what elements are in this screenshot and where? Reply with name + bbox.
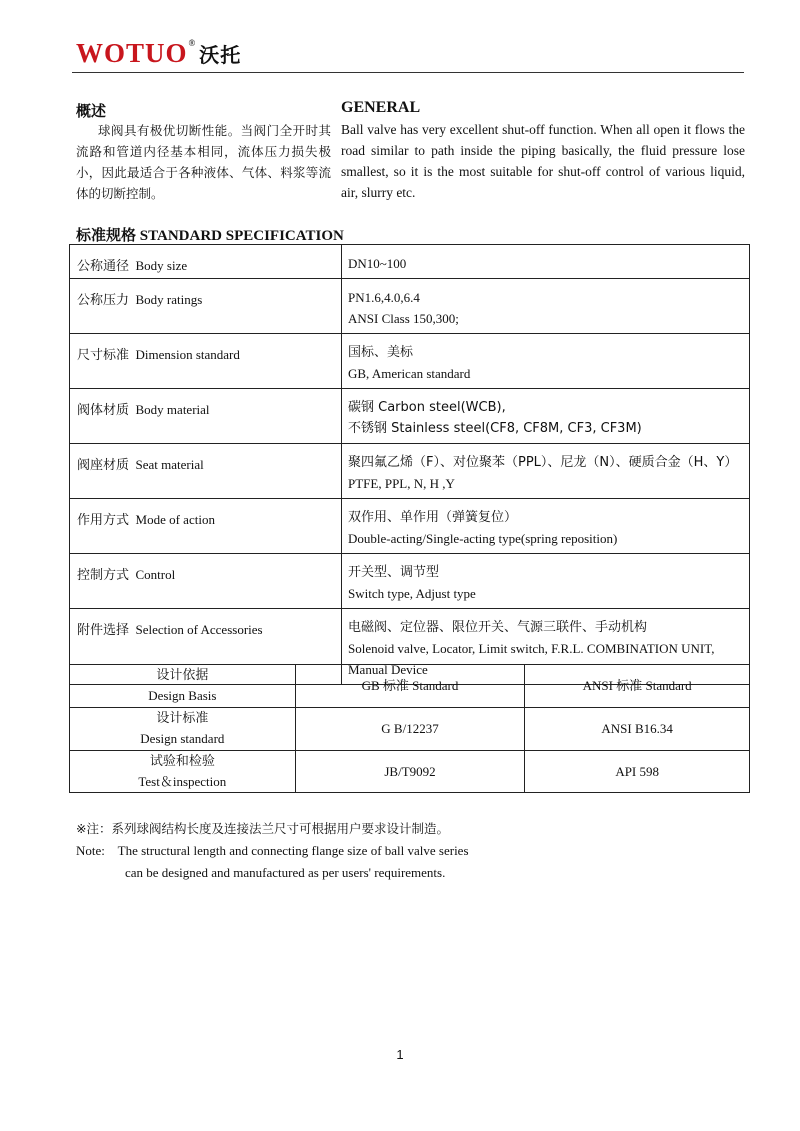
spec-row: [70, 554, 750, 609]
spec-value-line: GB, American standard: [348, 366, 471, 381]
spec-label-cn: 附件选择: [77, 623, 130, 638]
brand-name: WOTUO: [76, 38, 188, 68]
spec-title: [76, 224, 344, 245]
page-number: 1: [396, 1047, 404, 1062]
spec-value-line: PTFE, PPL, N, H ,Y: [348, 476, 455, 491]
spec-row: [70, 499, 750, 554]
general-body-en: Ball valve has very excellent shut-off function. When all open it flows the road similar to path inside the piping basically, the fluid pressure lose smallest, so it is the most suitable for shut-off control of various liquid, air, slurry etc.: [341, 122, 745, 200]
spec-value-line: PN1.6,4.0,6.4: [348, 290, 420, 305]
footnote-cn: ※注：系列球阀结构长度及连接法兰尺寸可根据用户要求设计制造。: [76, 821, 449, 836]
spec-row: [70, 389, 750, 444]
spec-label-en: Body size: [135, 258, 188, 273]
spec-value-line: Manual Device: [348, 662, 428, 677]
general-title-cn: 概述: [76, 102, 107, 120]
spec-value: [342, 279, 750, 334]
basis-label-en: Test＆inspection: [138, 773, 227, 789]
basis-label-en: Design Basis: [148, 688, 217, 703]
spec-label-cn: 控制方式: [77, 568, 130, 583]
spec-value-line: 双作用、单作用（弹簧复位）: [348, 510, 518, 525]
spec-value-line: Solenoid valve, Locator, Limit switch, F.R.L. COMBINATION UNIT,: [348, 641, 715, 656]
spec-label: [70, 554, 342, 609]
footnote-en-line2: can be designed and manufactured as per users' requirements.: [125, 865, 446, 880]
spec-value-line: 国标、美标: [348, 345, 414, 360]
basis-label-cn: 设计标准: [156, 711, 209, 726]
spec-value: [342, 499, 750, 554]
spec-label-en: Body material: [135, 402, 210, 417]
basis-gb-value: JB/T9092: [295, 751, 525, 793]
basis-gb-value: G B/12237: [295, 708, 525, 751]
spec-value-line: Double-acting/Single-acting type(spring reposition): [348, 531, 618, 546]
spec-value-line: Switch type, Adjust type: [348, 586, 476, 601]
spec-row: [70, 334, 750, 389]
basis-ansi-value: ANSI B16.34: [525, 708, 750, 751]
spec-row: [70, 245, 750, 279]
spec-value-line: DN10~100: [348, 256, 407, 271]
design-basis-table: [69, 664, 750, 793]
basis-label: [70, 708, 296, 751]
spec-label-cn: 阀座材质: [77, 458, 130, 473]
basis-row: [70, 665, 750, 708]
spec-label: [70, 444, 342, 499]
spec-row: [70, 444, 750, 499]
spec-label: [70, 245, 342, 279]
spec-label: [70, 279, 342, 334]
spec-value-line: ANSI Class 150,300;: [348, 311, 459, 326]
spec-label-en: Selection of Accessories: [135, 622, 263, 637]
spec-label-cn: 阀体材质: [77, 403, 130, 418]
spec-row: [70, 279, 750, 334]
basis-label-en: Design standard: [140, 731, 225, 746]
spec-label-cn: 公称压力: [77, 293, 130, 308]
spec-value-line: 开关型、调节型: [348, 565, 440, 580]
spec-title-en: STANDARD SPECIFICATION: [139, 228, 344, 244]
spec-label: [70, 499, 342, 554]
basis-label-cn: 设计依据: [156, 668, 209, 683]
basis-ansi-value: API 598: [525, 751, 750, 793]
spec-label-cn: 尺寸标准: [77, 348, 130, 363]
spec-value: [342, 444, 750, 499]
spec-label-cn: 作用方式: [77, 513, 130, 528]
spec-value: [342, 245, 750, 279]
basis-row: [70, 751, 750, 793]
spec-value-line: 碳钢 Carbon steel(WCB),: [348, 400, 506, 415]
spec-label: [70, 389, 342, 444]
spec-label-en: Dimension standard: [135, 347, 240, 362]
header-divider: [72, 72, 744, 73]
footnote: [76, 818, 469, 884]
basis-gb-value: GB 标准 Standard: [295, 665, 525, 708]
spec-table: [69, 244, 750, 685]
spec-label-en: Seat material: [135, 457, 204, 472]
registered-mark: ®: [188, 38, 197, 48]
spec-value: [342, 334, 750, 389]
basis-row: [70, 708, 750, 751]
spec-value: [342, 554, 750, 609]
spec-label-en: Mode of action: [135, 512, 215, 527]
basis-ansi-value: ANSI 标准 Standard: [525, 665, 750, 708]
spec-label-cn: 公称通径: [77, 259, 130, 274]
spec-value: [342, 389, 750, 444]
general-body-cn: 球阀具有极优切断性能。当阀门全开时其流路和管道内径基本相同，流体压力损失极小，因此最适合于各种液体、气体、料浆等流体的切断控制。: [76, 123, 331, 201]
spec-title-cn: 标准规格: [76, 226, 137, 244]
spec-value-line: 聚四氟乙烯（F）、对位聚苯（PPL）、尼龙（N）、硬质合金（H、Y）: [348, 455, 738, 470]
brand-logo: [76, 38, 241, 69]
footnote-en-line1: Note: The structural length and connecting flange size of ball valve series: [76, 843, 469, 858]
spec-label-en: Control: [135, 567, 176, 582]
general-title-en: GENERAL: [341, 99, 421, 116]
spec-label-en: Body ratings: [135, 292, 203, 307]
basis-label: [70, 751, 296, 793]
spec-value-line: 电磁阀、定位器、限位开关、气源三联件、手动机构: [348, 620, 648, 635]
spec-label: [70, 334, 342, 389]
basis-label: [70, 665, 296, 708]
basis-label-cn: 试验和检验: [149, 753, 215, 769]
spec-value-line: 不锈钢 Stainless steel(CF8, CF8M, CF3, CF3M): [348, 421, 642, 436]
brand-name-cn: 沃托: [199, 43, 242, 67]
